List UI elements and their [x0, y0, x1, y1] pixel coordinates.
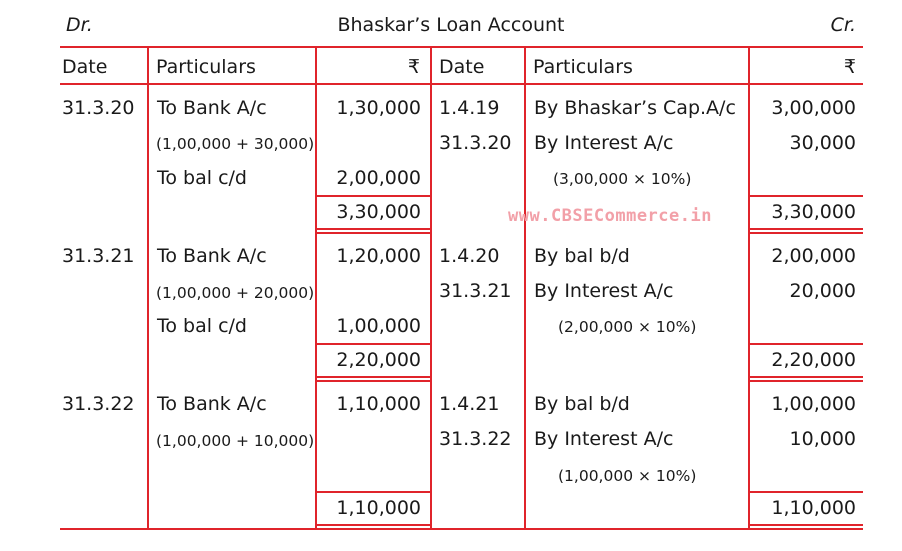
entry-amount: 1,00,000	[771, 393, 856, 415]
table-bottom-rule	[60, 528, 863, 530]
col-header-amount: ₹	[843, 56, 856, 78]
entry-particulars: By Interest A/c	[534, 280, 674, 302]
total-rule-top	[749, 343, 863, 345]
entry-amount: 1,00,000	[336, 315, 421, 337]
total-rule-bottom	[316, 228, 431, 230]
right-total: 3,30,000	[771, 201, 856, 223]
total-rule-bottom	[749, 524, 863, 526]
col-header-particulars: Particulars	[156, 56, 256, 78]
col-header-particulars: Particulars	[533, 56, 633, 78]
entry-particulars: By Bhaskar’s Cap.A/c	[534, 97, 736, 119]
col-header-date: Date	[439, 56, 485, 78]
entry-particulars: To Bank A/c	[157, 97, 267, 119]
entry-note: (3,00,000 × 10%)	[553, 170, 692, 188]
entry-particulars: To Bank A/c	[157, 245, 267, 267]
entry-particulars: To bal c/d	[157, 167, 247, 189]
divider-left-date	[147, 47, 149, 529]
total-rule-bottom	[316, 380, 431, 382]
total-rule-bottom	[316, 376, 431, 378]
total-rule-top	[749, 195, 863, 197]
left-total: 2,20,000	[336, 349, 421, 371]
total-rule-top	[316, 195, 431, 197]
entry-amount: 3,00,000	[771, 97, 856, 119]
header-bottom-rule	[60, 83, 863, 85]
left-total: 3,30,000	[336, 201, 421, 223]
cr-label: Cr.	[830, 14, 856, 36]
watermark: www.CBSECommerce.in	[508, 206, 712, 226]
entry-amount: 1,10,000	[336, 393, 421, 415]
entry-date: 31.3.21	[62, 245, 135, 267]
entry-amount: 2,00,000	[771, 245, 856, 267]
entry-particulars: To Bank A/c	[157, 393, 267, 415]
entry-note: (2,00,000 × 10%)	[558, 318, 697, 336]
entry-date: 1.4.21	[439, 393, 500, 415]
entry-particulars: By bal b/d	[534, 245, 630, 267]
divider-right-particulars	[748, 47, 750, 529]
entry-note: (1,00,000 × 10%)	[558, 467, 697, 485]
total-rule-bottom	[749, 228, 863, 230]
entry-date: 31.3.21	[439, 280, 512, 302]
entry-date: 31.3.22	[439, 428, 512, 450]
entry-amount: 30,000	[789, 132, 856, 154]
account-title: Bhaskar’s Loan Account	[337, 14, 565, 36]
entry-note: (1,00,000 + 20,000)	[156, 284, 315, 302]
entry-note: (1,00,000 + 30,000)	[156, 135, 315, 153]
entry-particulars: By Interest A/c	[534, 132, 674, 154]
divider-left-particulars	[315, 47, 317, 529]
entry-particulars: To bal c/d	[157, 315, 247, 337]
divider-right-date	[524, 47, 526, 529]
total-rule-top	[749, 491, 863, 493]
entry-amount: 1,30,000	[336, 97, 421, 119]
total-rule-top	[316, 491, 431, 493]
total-rule-bottom	[749, 232, 863, 234]
total-rule-bottom	[316, 524, 431, 526]
entry-amount: 10,000	[789, 428, 856, 450]
entry-date: 31.3.20	[439, 132, 512, 154]
left-total: 1,10,000	[336, 497, 421, 519]
entry-date: 1.4.20	[439, 245, 500, 267]
entry-note: (1,00,000 + 10,000)	[156, 432, 315, 450]
total-rule-bottom	[749, 376, 863, 378]
entry-date: 31.3.20	[62, 97, 135, 119]
col-header-amount: ₹	[407, 56, 420, 78]
right-total: 1,10,000	[771, 497, 856, 519]
header-top-rule	[60, 46, 863, 48]
total-rule-bottom	[316, 232, 431, 234]
total-rule-top	[316, 343, 431, 345]
total-rule-bottom	[749, 380, 863, 382]
entry-particulars: By Interest A/c	[534, 428, 674, 450]
right-total: 2,20,000	[771, 349, 856, 371]
col-header-date: Date	[62, 56, 108, 78]
entry-particulars: By bal b/d	[534, 393, 630, 415]
entry-amount: 1,20,000	[336, 245, 421, 267]
entry-date: 1.4.19	[439, 97, 500, 119]
entry-amount: 2,00,000	[336, 167, 421, 189]
dr-label: Dr.	[66, 14, 93, 36]
divider-center	[430, 47, 432, 529]
entry-date: 31.3.22	[62, 393, 135, 415]
entry-amount: 20,000	[789, 280, 856, 302]
